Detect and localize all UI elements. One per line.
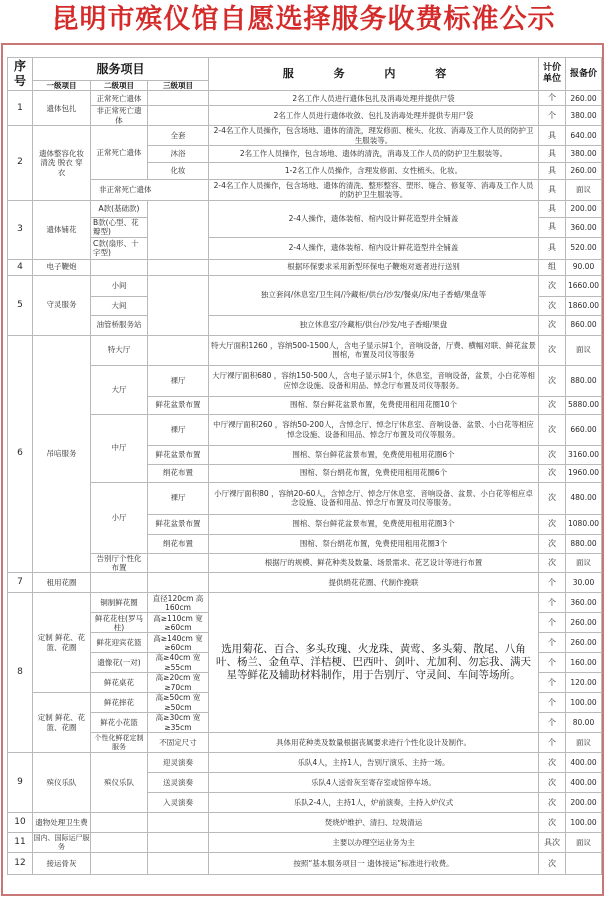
row-seq: 5	[8, 275, 33, 335]
unit-cell: 次	[539, 553, 566, 573]
content-cell: 围棺、祭台鲜花盆景布置，免费使用租用花圈3个	[209, 514, 539, 534]
level2-cell: 小间	[91, 275, 148, 296]
content-cell: 2-4名工作人员操作，包含场地、遗体的清洗，理发修面、梳头、化妆、消毒及工作人员的防护卫生服装等。	[209, 126, 539, 146]
unit-cell: 具	[539, 126, 566, 146]
level1-cell: 租用花圈	[33, 573, 91, 593]
price-cell: 80.00	[566, 713, 602, 733]
level3-cell: 鲜花盆景布置	[148, 514, 209, 534]
content-cell: 根据厅的规模、鲜花种类及数量、场景需求、花艺设计等进行布置	[209, 553, 539, 573]
price-cell: 360.00	[566, 217, 602, 237]
content-cell: 大厅裸厅面积680 ，容纳150-500人，含电子显示屏1个，休息室，音响设备，盆景，小白花等相应悼念设施、设备和用品、悼念厅布置及司仪等服务。	[209, 365, 539, 396]
content-cell: 乐队4人送骨灰至寄存室或馆停车场。	[209, 773, 539, 793]
row-seq: 9	[8, 753, 33, 813]
page-title: 昆明市殡仪馆自愿选择服务收费标准公示	[51, 4, 556, 35]
level1-cell: 遗体整容化妆 清洗 脱衣 穿衣	[33, 126, 91, 201]
shared-content-cell: 选用菊花、百合、多头玫瑰、火龙珠、黄莺、多头菊、散尾、八角叶、杨兰、金鱼草、洋桔梗、巴西叶、剑叶、尤加利、勿忘我、满天星等鲜花及辅助材料制作，用于告别厅、守灵间、车间等场所。	[209, 593, 539, 733]
table-row	[8, 813, 602, 833]
header-level3: 三级项目	[148, 81, 209, 91]
price-cell: 400.00	[566, 753, 602, 773]
price-cell: 面议	[566, 553, 602, 573]
level2-cell: 大间	[91, 296, 148, 315]
table-row	[8, 106, 602, 126]
level2-cell: 告别厅个性化布置	[91, 553, 148, 573]
price-cell: 1860.00	[566, 296, 602, 315]
level2-cell	[91, 813, 148, 833]
price-cell	[566, 853, 602, 875]
unit-cell: 次	[539, 414, 566, 445]
table-row	[8, 553, 602, 573]
row-seq: 4	[8, 259, 33, 275]
price-cell: 1960.00	[566, 464, 602, 482]
header-unit: 计价单位	[539, 58, 566, 91]
price-cell: 260.00	[566, 613, 602, 633]
level2-cell: 正常死亡遗体	[91, 91, 148, 106]
level1-cell: 守灵服务	[33, 275, 91, 335]
content-cell: 根据环保要求采用新型环保电子鞭炮对逝者进行送别	[209, 259, 539, 275]
unit-cell: 次	[539, 275, 566, 296]
level3-cell: 鲜花盆景布置	[148, 396, 209, 414]
table-row	[8, 414, 602, 445]
level3-cell: 高≥50cm 宽≥50cm	[148, 693, 209, 713]
row-seq: 11	[8, 833, 33, 853]
level3-cell	[148, 853, 209, 875]
unit-cell: 个	[539, 653, 566, 673]
content-cell: 中厅裸厅面积260 ，容纳50-200人，含悼念厅、悼念厅休息室、音响设备、盆景、小白花等相应悼念设施、设备和用品、悼念厅布置及司仪等服务。	[209, 414, 539, 445]
row-seq: 3	[8, 200, 33, 259]
unit-cell: 个	[539, 573, 566, 593]
header-seq: 序号	[8, 58, 33, 91]
level3-cell: 迎灵演奏	[148, 753, 209, 773]
unit-cell: 次	[539, 482, 566, 514]
level3-cell: 送灵演奏	[148, 773, 209, 793]
level2-cell: 非正常死亡遗体	[91, 179, 209, 200]
level3-cell	[148, 200, 209, 259]
unit-cell: 组	[539, 259, 566, 275]
unit-cell: 个	[539, 593, 566, 613]
unit-cell: 具	[539, 200, 566, 217]
content-cell: 独立套间/休息室/卫生间/冷藏柜/供台/沙发/餐桌/床/电子香蜡/果盘等	[209, 275, 539, 315]
table-row	[8, 853, 602, 875]
level2-cell	[91, 259, 148, 275]
unit-cell: 个	[539, 693, 566, 713]
row-seq: 2	[8, 126, 33, 201]
level2-cell: C款(扇形、十字型)	[91, 237, 148, 259]
unit-cell: 具	[539, 162, 566, 179]
row-seq: 1	[8, 91, 33, 126]
level2-cell: 铜制鲜花圈	[91, 593, 148, 613]
level2-cell	[91, 853, 148, 875]
unit-cell: 次	[539, 773, 566, 793]
level2-cell: 鲜花小花篮	[91, 713, 148, 733]
price-cell: 860.00	[566, 315, 602, 335]
content-cell: 特大厅面积1260 ，容纳500-1500人，含电子显示屏1个，音响设备，厅费、横幅对联、鲜花盆景围棺，布置及司仪等服务	[209, 335, 539, 365]
level1-cell: 国内、国际运尸服务	[33, 833, 90, 851]
content-cell: 2名工作人员操作，包含场地、遗体的清洗，消毒及工作人员的防护卫生服装等。	[209, 145, 539, 162]
level3-cell: 高≥30cm 宽≥35cm	[148, 713, 209, 733]
price-cell: 面议	[566, 179, 602, 200]
unit-cell: 次	[539, 853, 566, 875]
table-row	[8, 275, 602, 296]
content-cell: 按照“基本服务项目一 遗体接运”标准进行收费。	[209, 853, 539, 875]
table-row	[8, 200, 602, 217]
header-level1: 一级项目	[33, 81, 91, 91]
unit-cell: 个	[539, 733, 566, 753]
content-cell: 围棺、祭台鲜花盆景布置，免费使用租用花圈10个	[209, 396, 539, 414]
level2-cell	[91, 573, 148, 593]
price-cell: 360.00	[566, 593, 602, 613]
level2-cell: 遗像花(一对)	[91, 653, 148, 673]
level2-cell: 鲜花桌花	[91, 673, 148, 693]
unit-cell: 次	[539, 514, 566, 534]
table-row	[8, 126, 602, 146]
level3-cell: 沐浴	[148, 145, 209, 162]
level3-cell	[148, 813, 209, 833]
price-cell: 260.00	[566, 91, 602, 106]
table-row	[8, 753, 602, 773]
level1-cell: 电子鞭炮	[33, 259, 91, 275]
unit-cell: 次	[539, 445, 566, 464]
table-row	[8, 237, 602, 259]
table-row	[8, 733, 602, 753]
level3-cell	[148, 106, 209, 126]
price-cell: 660.00	[566, 414, 602, 445]
price-cell: 400.00	[566, 773, 602, 793]
price-cell: 面议	[566, 335, 602, 365]
level2-cell: 个性化鲜花定制服务	[91, 733, 148, 753]
content-cell: 提供绢花花圈、代制作挽联	[209, 573, 539, 593]
unit-cell: 个	[539, 91, 566, 106]
table-row	[8, 259, 602, 275]
unit-cell: 个	[539, 673, 566, 693]
content-cell: 独立休息室/冷藏柜/供台/沙发/电子香蜡/果盘	[209, 315, 539, 335]
level2-cell: 鲜花花柱(罗马柱)	[91, 613, 148, 633]
level3-cell: 全套	[148, 126, 209, 146]
content-cell: 围棺、祭台绢花布置，免费使用租用花圈3个	[209, 534, 539, 553]
level1-cell: 接运骨灰	[33, 853, 91, 875]
unit-cell: 次	[539, 296, 566, 315]
level3-cell	[148, 91, 209, 106]
price-cell: 200.00	[566, 200, 602, 217]
unit-cell: 次	[539, 396, 566, 414]
price-cell: 200.00	[566, 793, 602, 813]
content-cell: 2-4人操作，遗体装棺、棺内设计鲜花造型并全铺盖	[209, 200, 539, 237]
level3-cell	[148, 335, 209, 365]
content-cell: 乐队2-4人，主持1人，炉前演奏，主持入炉仪式	[209, 793, 539, 813]
price-cell: 90.00	[566, 259, 602, 275]
content-cell: 2-4名工作人员操作，包含场地、遗体的清洗、整形整容、塑形、缝合、修复等、消毒及工作人员的防护卫生服装等。	[209, 179, 539, 200]
table-row	[8, 315, 602, 335]
level1-cell: 遗体铺花	[33, 200, 91, 259]
row-seq: 8	[8, 593, 33, 753]
header-level2: 二级项目	[91, 81, 148, 91]
price-cell: 120.00	[566, 673, 602, 693]
content-cell: 具体用花种类及数量根据丧属要求进行个性化设计及制作。	[209, 733, 539, 753]
table-row	[8, 365, 602, 396]
price-cell: 880.00	[566, 365, 602, 396]
table-row	[8, 573, 602, 593]
level3-cell: 绢花布置	[148, 534, 209, 553]
level2-cell: 鲜花摔花	[91, 693, 148, 713]
level1-cell: 定制 鲜花、花篮、花圈	[33, 693, 91, 753]
price-cell: 5880.00	[566, 396, 602, 414]
level3-cell: 裸厅	[148, 414, 209, 445]
level2-cell: 大厅	[91, 365, 148, 414]
price-cell: 160.00	[566, 653, 602, 673]
row-seq: 7	[8, 573, 33, 593]
price-cell: 880.00	[566, 534, 602, 553]
level2-cell: 油管桥服务站	[91, 315, 148, 335]
table-row	[8, 179, 602, 200]
level2-cell: 特大厅	[91, 335, 148, 365]
unit-cell: 个	[539, 713, 566, 733]
level3-cell: 高≥110cm 宽≥60cm	[148, 613, 209, 633]
price-cell: 100.00	[566, 813, 602, 833]
level2-cell: B款(心型、花瓣型)	[91, 217, 148, 237]
level3-cell	[148, 275, 209, 335]
price-cell: 380.00	[566, 106, 602, 126]
level2-cell: 中厅	[91, 414, 148, 482]
unit-cell: 次	[539, 793, 566, 813]
unit-cell: 个	[539, 633, 566, 653]
level2-cell: A款(基础款)	[91, 200, 148, 217]
level3-cell: 裸厅	[148, 365, 209, 396]
level3-cell: 化妆	[148, 162, 209, 179]
unit-cell: 次	[539, 753, 566, 773]
level1-cell: 吊唁服务	[33, 335, 91, 573]
unit-cell: 次	[539, 813, 566, 833]
row-seq: 6	[8, 335, 33, 573]
level2-cell: 殡仪乐队	[91, 753, 148, 813]
fee-table	[7, 57, 602, 875]
price-cell: 面议	[566, 733, 602, 753]
header-service-items: 服务项目	[33, 58, 209, 81]
level3-cell	[148, 553, 209, 573]
content-cell: 乐队4人，主持1人，告别厅演乐、主持一场。	[209, 753, 539, 773]
price-cell: 380.00	[566, 145, 602, 162]
price-cell: 3160.00	[566, 445, 602, 464]
content-cell: 1-2名工作人员操作，含理发修面、女性梳头、化妆。	[209, 162, 539, 179]
price-cell: 480.00	[566, 482, 602, 514]
header-content: 服 务 内 容	[209, 58, 539, 91]
price-cell: 640.00	[566, 126, 602, 146]
unit-cell: 具次	[539, 833, 566, 853]
table-row	[8, 482, 602, 514]
price-cell: 1080.00	[566, 514, 602, 534]
level2-cell: 正常死亡遗体	[91, 126, 148, 180]
content-cell: 2名工作人员进行遗体收敛、包扎及消毒处理并提供专用尸袋	[209, 106, 539, 126]
content-cell: 小厅裸厅面积80 ，容纳20-60人，含悼念厅、悼念厅休息室、音响设备、盆景、小白花等相应卓念设施、设备和用品、悼念厅布置及司仪等服务。	[209, 482, 539, 514]
content-cell: 主要以办理空运业务为主	[209, 833, 539, 853]
unit-cell: 具	[539, 237, 566, 259]
level3-cell: 裸厅	[148, 482, 209, 514]
level3-cell	[148, 259, 209, 275]
level3-cell: 入灵演奏	[148, 793, 209, 813]
level1-cell: 殡仪乐队	[33, 753, 91, 813]
unit-cell: 具	[539, 217, 566, 237]
price-cell: 100.00	[566, 693, 602, 713]
price-cell: 260.00	[566, 162, 602, 179]
level1-cell: 遗体包扎	[33, 91, 91, 126]
level1-cell: 遗物处理卫生费	[33, 813, 91, 833]
level3-cell: 直径120cm 高160cm	[148, 593, 209, 613]
price-cell: 面议	[566, 833, 602, 853]
table-row	[8, 335, 602, 365]
price-cell: 260.00	[566, 633, 602, 653]
unit-cell: 个	[539, 106, 566, 126]
table-row	[8, 593, 602, 613]
content-cell: 围棺、祭台鲜花盆景布置，免费使用租用花圈6个	[209, 445, 539, 464]
level3-cell: 不固定尺寸	[148, 733, 209, 753]
unit-cell: 次	[539, 464, 566, 482]
price-cell: 520.00	[566, 237, 602, 259]
content-cell: 焚烧炉维护、清扫、垃圾清运	[209, 813, 539, 833]
level2-cell	[91, 833, 148, 853]
content-cell: 2名工作人员进行遗体包扎及消毒处理并提供尸袋	[209, 91, 539, 106]
header-price: 报备价	[566, 58, 602, 91]
row-seq: 10	[8, 813, 33, 833]
level3-cell: 高≥20cm 宽≥70cm	[148, 673, 209, 693]
content-cell: 围棺、祭台绢花布置，免费使用租用花圈6个	[209, 464, 539, 482]
unit-cell: 次	[539, 534, 566, 553]
level1-cell: 定制 鲜花、花篮、花圈	[33, 593, 91, 693]
price-cell: 30.00	[566, 573, 602, 593]
level3-cell	[148, 833, 209, 853]
content-cell: 2-4人操作，遗体装棺、棺内设计鲜花造型并全铺盖	[209, 237, 539, 259]
unit-cell: 具	[539, 145, 566, 162]
unit-cell: 个	[539, 613, 566, 633]
table-row	[8, 833, 602, 853]
level2-cell: 小厅	[91, 482, 148, 553]
level3-cell: 高≥140cm 宽≥60cm	[148, 633, 209, 653]
table-row	[8, 91, 602, 106]
price-cell: 1660.00	[566, 275, 602, 296]
unit-cell: 次	[539, 365, 566, 396]
level3-cell	[148, 573, 209, 593]
unit-cell: 具	[539, 179, 566, 200]
level3-cell: 鲜花盆景布置	[148, 445, 209, 464]
unit-cell: 次	[539, 335, 566, 365]
level2-cell: 非正常死亡遗体	[91, 106, 148, 126]
level3-cell: 绢花布置	[148, 464, 209, 482]
level2-cell: 鲜花迎宾花篮	[91, 633, 148, 653]
row-seq: 12	[8, 853, 33, 875]
unit-cell: 次	[539, 315, 566, 335]
level3-cell: 高≥40cm 宽≥55cm	[148, 653, 209, 673]
